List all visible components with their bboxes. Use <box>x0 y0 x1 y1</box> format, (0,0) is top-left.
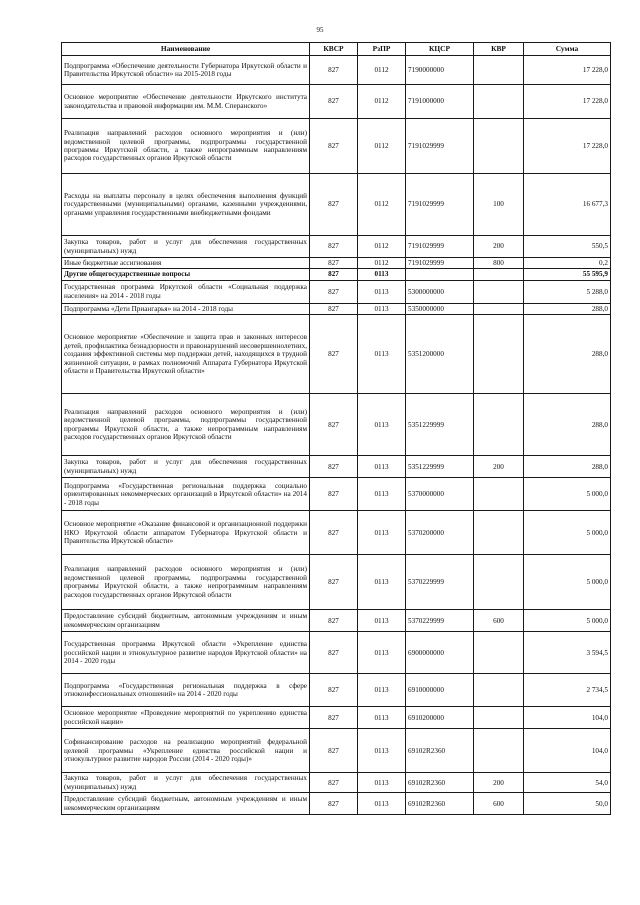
table-body <box>62 56 611 815</box>
cell-kcsr: 7191000000 <box>406 85 474 119</box>
cell-kvsr: 827 <box>310 674 358 707</box>
cell-kvr <box>474 85 524 119</box>
cell-kvsr: 827 <box>310 729 358 773</box>
cell-kvsr: 827 <box>310 707 358 729</box>
cell-kvsr: 827 <box>310 394 358 456</box>
cell-kvsr: 827 <box>310 56 358 85</box>
cell-kvsr: 827 <box>310 773 358 793</box>
header-kcsr: КЦСР <box>406 43 474 56</box>
cell-name: Основное мероприятие «Проведение мероприятий по укреплению единства российской нации» <box>62 707 310 729</box>
cell-rzpr: 0113 <box>358 773 406 793</box>
cell-kvsr: 827 <box>310 315 358 394</box>
cell-kcsr: 5351229999 <box>406 394 474 456</box>
cell-kvr <box>474 303 524 314</box>
cell-kvr <box>474 632 524 674</box>
cell-rzpr: 0113 <box>358 707 406 729</box>
cell-sum: 2 734,5 <box>524 674 611 707</box>
cell-kcsr: 7191029999 <box>406 174 474 236</box>
table-row <box>62 315 611 394</box>
cell-sum: 288,0 <box>524 315 611 394</box>
cell-sum: 54,0 <box>524 773 611 793</box>
cell-kcsr: 5351200000 <box>406 315 474 394</box>
cell-rzpr: 0112 <box>358 85 406 119</box>
cell-kcsr: 6910200000 <box>406 707 474 729</box>
table-row <box>62 773 611 793</box>
cell-kcsr: 7191029999 <box>406 236 474 258</box>
cell-kcsr: 5370200000 <box>406 511 474 555</box>
cell-kcsr: 69102R2360 <box>406 729 474 773</box>
cell-name: Софинансирование расходов на реализацию мероприятий федеральной целевой программы «Укрепление единства российской нации и этнокультурное развитие народов России (2014 - 2020 годы)» <box>62 729 310 773</box>
cell-kcsr: 6910000000 <box>406 674 474 707</box>
table-row <box>62 85 611 119</box>
cell-name: Иные бюджетные ассигнования <box>62 258 310 269</box>
cell-kcsr: 7191029999 <box>406 119 474 174</box>
cell-sum: 288,0 <box>524 303 611 314</box>
table-row <box>62 236 611 258</box>
table-row <box>62 632 611 674</box>
cell-sum: 17 228,0 <box>524 85 611 119</box>
cell-sum: 288,0 <box>524 456 611 478</box>
cell-rzpr: 0112 <box>358 56 406 85</box>
cell-kcsr: 69102R2360 <box>406 793 474 815</box>
cell-kvr: 100 <box>474 174 524 236</box>
cell-name: Закупка товаров, работ и услуг для обеспечения государственных (муниципальных) нужд <box>62 456 310 478</box>
cell-kcsr: 5300000000 <box>406 280 474 303</box>
cell-rzpr: 0113 <box>358 315 406 394</box>
table-row <box>62 478 611 511</box>
table-row <box>62 258 611 269</box>
cell-name: Государственная программа Иркутской области «Социальная поддержка населения» на 2014 - 2018 годы <box>62 280 310 303</box>
cell-name: Закупка товаров, работ и услуг для обеспечения государственных (муниципальных) нужд <box>62 773 310 793</box>
table-row <box>62 610 611 632</box>
cell-kvsr: 827 <box>310 174 358 236</box>
cell-kvr <box>474 729 524 773</box>
cell-kvr <box>474 56 524 85</box>
cell-rzpr: 0112 <box>358 119 406 174</box>
cell-rzpr: 0113 <box>358 478 406 511</box>
cell-rzpr: 0113 <box>358 610 406 632</box>
cell-sum: 0,2 <box>524 258 611 269</box>
cell-kvsr: 827 <box>310 269 358 280</box>
cell-kcsr: 5370229999 <box>406 555 474 610</box>
cell-kvr: 200 <box>474 456 524 478</box>
cell-rzpr: 0113 <box>358 269 406 280</box>
cell-kcsr: 7190000000 <box>406 56 474 85</box>
cell-kvr: 800 <box>474 258 524 269</box>
cell-name: Предоставление субсидий бюджетным, автономным учреждениям и иным некоммерческим организациям <box>62 610 310 632</box>
cell-kcsr: 7191029999 <box>406 258 474 269</box>
table-row <box>62 674 611 707</box>
cell-kvsr: 827 <box>310 280 358 303</box>
cell-sum: 5 000,0 <box>524 610 611 632</box>
cell-name: Расходы на выплаты персоналу в целях обеспечения выполнения функций государственными (муниципальными) органами, казенными учреждениями, органами управления государственными внебюджетными фондами <box>62 174 310 236</box>
cell-kcsr: 69102R2360 <box>406 773 474 793</box>
cell-sum: 3 594,5 <box>524 632 611 674</box>
cell-kvr: 200 <box>474 773 524 793</box>
cell-kcsr: 5370229999 <box>406 610 474 632</box>
table-row <box>62 707 611 729</box>
cell-sum: 104,0 <box>524 707 611 729</box>
cell-name: Основное мероприятие «Оказание финансовой и организационной поддержки НКО Иркутской области аппаратом Губернатора Иркутской области и Правительства Иркутской области» <box>62 511 310 555</box>
cell-rzpr: 0113 <box>358 280 406 303</box>
cell-sum: 5 288,0 <box>524 280 611 303</box>
cell-kvsr: 827 <box>310 555 358 610</box>
cell-kvsr: 827 <box>310 511 358 555</box>
cell-kvr <box>474 511 524 555</box>
cell-rzpr: 0112 <box>358 236 406 258</box>
cell-rzpr: 0113 <box>358 555 406 610</box>
cell-rzpr: 0112 <box>358 258 406 269</box>
cell-name: Подпрограмма «Государственная региональная поддержка в сфере этноконфессиональных отношений» на 2014 - 2020 годы <box>62 674 310 707</box>
cell-sum: 55 595,9 <box>524 269 611 280</box>
cell-kcsr: 5351229999 <box>406 456 474 478</box>
cell-kvsr: 827 <box>310 236 358 258</box>
table-row <box>62 56 611 85</box>
table-row <box>62 174 611 236</box>
cell-kvr <box>474 315 524 394</box>
cell-kvr: 600 <box>474 610 524 632</box>
table-row <box>62 729 611 773</box>
cell-kvsr: 827 <box>310 456 358 478</box>
cell-name: Подпрограмма «Дети Приангарья» на 2014 - 2018 годы <box>62 303 310 314</box>
cell-kvr <box>474 119 524 174</box>
cell-sum: 50,0 <box>524 793 611 815</box>
cell-rzpr: 0113 <box>358 303 406 314</box>
cell-kcsr: 6900000000 <box>406 632 474 674</box>
cell-sum: 5 000,0 <box>524 555 611 610</box>
cell-kvsr: 827 <box>310 610 358 632</box>
cell-kvr <box>474 555 524 610</box>
cell-kvr <box>474 394 524 456</box>
cell-kcsr: 5350000000 <box>406 303 474 314</box>
cell-rzpr: 0113 <box>358 674 406 707</box>
cell-kvsr: 827 <box>310 478 358 511</box>
cell-sum: 5 000,0 <box>524 511 611 555</box>
cell-sum: 5 000,0 <box>524 478 611 511</box>
cell-kcsr <box>406 269 474 280</box>
cell-kvr <box>474 269 524 280</box>
cell-kcsr: 5370000000 <box>406 478 474 511</box>
cell-name: Государственная программа Иркутской области «Укрепление единства российской нации и этнокультурное развитие народов Иркутской области» на 2014 - 2020 годы <box>62 632 310 674</box>
cell-kvr <box>474 478 524 511</box>
table-row <box>62 456 611 478</box>
cell-rzpr: 0112 <box>358 174 406 236</box>
table-row <box>62 280 611 303</box>
cell-name: Основное мероприятие «Обеспечение и защита прав и законных интересов детей, профилактика безнадзорности и правонарушений несовершеннолетних, создания эффективной системы мер поддержки детей, находящихся в трудной жизненной ситуации, в рамках полномочий Аппарата Губернатора Иркутской области и Правительства Иркутской области» <box>62 315 310 394</box>
header-sum: Сумма <box>524 43 611 56</box>
cell-kvr <box>474 674 524 707</box>
page-number: 95 <box>316 26 324 34</box>
cell-rzpr: 0113 <box>358 632 406 674</box>
cell-kvr: 600 <box>474 793 524 815</box>
header-kvr: КВР <box>474 43 524 56</box>
cell-kvr <box>474 707 524 729</box>
cell-name: Реализация направлений расходов основного мероприятия и (или) ведомственной целевой программы, подпрограммы государственной программы Иркутской области, а также непрограммным направлениям расходов государственных органов Иркутской области <box>62 394 310 456</box>
cell-rzpr: 0113 <box>358 793 406 815</box>
cell-kvsr: 827 <box>310 119 358 174</box>
cell-kvr <box>474 280 524 303</box>
cell-kvsr: 827 <box>310 258 358 269</box>
cell-kvsr: 827 <box>310 793 358 815</box>
cell-name: Реализация направлений расходов основного мероприятия и (или) ведомственной целевой программы, подпрограммы государственной программы Иркутской области, а также непрограммным направлениям расходов государственных органов Иркутской области <box>62 119 310 174</box>
cell-rzpr: 0113 <box>358 511 406 555</box>
cell-rzpr: 0113 <box>358 456 406 478</box>
table-row <box>62 793 611 815</box>
cell-name: Другие общегосударственные вопросы <box>62 269 310 280</box>
cell-rzpr: 0113 <box>358 394 406 456</box>
cell-name: Закупка товаров, работ и услуг для обеспечения государственных (муниципальных) нужд <box>62 236 310 258</box>
cell-kvsr: 827 <box>310 303 358 314</box>
cell-sum: 17 228,0 <box>524 56 611 85</box>
cell-name: Основное мероприятие «Обеспечение деятельности Иркутского института законодательства и правовой информации им. М.М. Сперанского» <box>62 85 310 119</box>
budget-table <box>61 42 611 815</box>
cell-name: Реализация направлений расходов основного мероприятия и (или) ведомственной целевой программы, подпрограммы государственной программы Иркутской области, а также непрограммным направлениям расходов государственных органов Иркутской области <box>62 555 310 610</box>
cell-name: Подпрограмма «Обеспечение деятельности Губернатора Иркутской области и Правительства Иркутской области» на 2015-2018 годы <box>62 56 310 85</box>
table-row <box>62 269 611 280</box>
cell-kvr: 200 <box>474 236 524 258</box>
table-row <box>62 394 611 456</box>
cell-kvsr: 827 <box>310 632 358 674</box>
cell-sum: 16 677,3 <box>524 174 611 236</box>
cell-name: Подпрограмма «Государственная региональная поддержка социально ориентированных некоммерческих организаций в Иркутской области» на 2014 - 2018 годы <box>62 478 310 511</box>
table-row <box>62 555 611 610</box>
table-row <box>62 511 611 555</box>
cell-rzpr: 0113 <box>358 729 406 773</box>
table-header-row <box>62 43 611 56</box>
cell-sum: 17 228,0 <box>524 119 611 174</box>
cell-kvsr: 827 <box>310 85 358 119</box>
table-row <box>62 303 611 314</box>
cell-sum: 550,5 <box>524 236 611 258</box>
header-kvsr: КВСР <box>310 43 358 56</box>
header-rzpr: РзПР <box>358 43 406 56</box>
cell-name: Предоставление субсидий бюджетным, автономным учреждениям и иным некоммерческим организациям <box>62 793 310 815</box>
cell-sum: 104,0 <box>524 729 611 773</box>
table-row <box>62 119 611 174</box>
header-name: Наименование <box>62 43 310 56</box>
cell-sum: 288,0 <box>524 394 611 456</box>
